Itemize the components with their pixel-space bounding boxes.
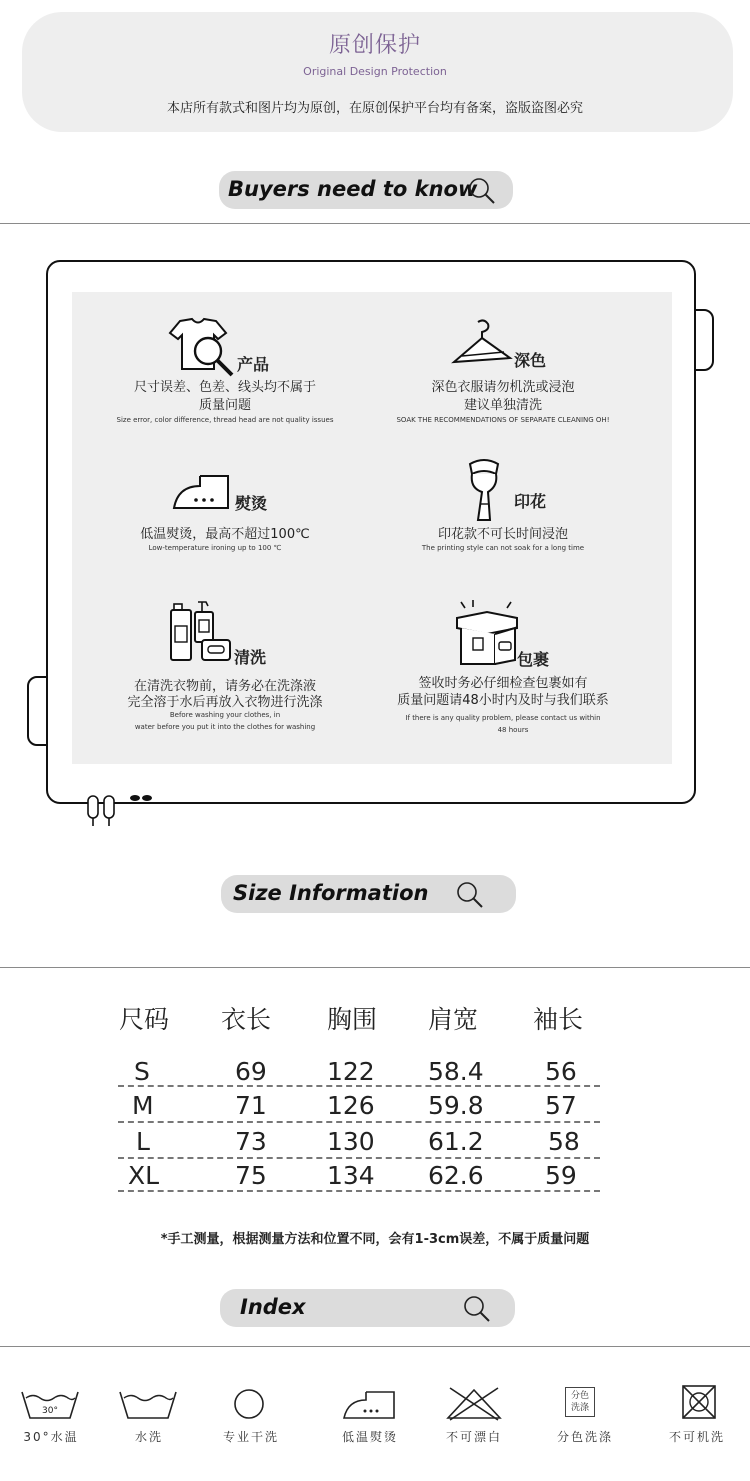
table-cell: 122 [327,1057,375,1086]
care-text-en: SOAK THE RECOMMENDATIONS OF SEPARATE CLEANING OH! [396,416,610,424]
low-iron-icon [340,1388,400,1422]
size-col-header: 尺码 [119,1005,170,1034]
care-title-iron: 熨烫 [235,494,268,513]
hanger-icon [450,318,514,370]
table-cell: M [132,1091,154,1120]
table-cell: L [136,1127,150,1156]
divider [0,967,750,968]
table-cell: 126 [327,1091,375,1120]
search-icon [462,1294,492,1324]
plug-icon [84,792,164,828]
care-text: 印花款不可长时间浸泡 [437,527,568,542]
care-title-product: 产品 [237,355,270,374]
index-heading-pill [220,1289,515,1327]
care-title-package: 包裹 [517,650,550,669]
table-cell: 73 [235,1127,267,1156]
care-text-en: If there is any quality problem, please contact us within [405,714,601,722]
separate-wash-text: 分色 [570,1391,589,1401]
row-divider [118,1157,600,1159]
table-cell: 59 [545,1161,577,1190]
care-text-en: Before washing your clothes, in [169,711,281,719]
wash-label: 不可机洗 [668,1430,725,1444]
care-text-en: 48 hours [497,726,529,734]
wash-30-icon [20,1388,80,1422]
table-cell: 62.6 [428,1161,484,1190]
size-col-header: 肩宽 [428,1005,479,1034]
wash-label: 不可漂白 [445,1430,502,1444]
original-subtitle: Original Design Protection [303,65,447,78]
size-col-header: 胸围 [327,1005,378,1034]
index-heading: Index [240,1295,306,1319]
care-text-en: Low-temperature ironing up to 100 ℃ [148,544,282,552]
wash-label: 低温熨烫 [341,1430,398,1444]
original-description: 本店所有款式和图片均为原创，在原创保护平台均有备案，盗版盗图必究 [166,101,583,116]
divider [0,1346,750,1347]
original-title: 原创保护 [328,33,421,58]
table-cell: 56 [545,1057,577,1086]
frame-side-tab [694,309,714,371]
separate-wash-icon [565,1387,595,1417]
care-text-en: water before you put it into the clothes for washing [134,723,316,731]
care-text: 建议单独清洗 [463,398,542,413]
search-icon [467,176,497,206]
care-title-dark: 深色 [514,351,547,370]
iron-icon [170,472,236,512]
package-box-icon [453,598,521,668]
dry-clean-icon [232,1387,266,1421]
table-cell: 58.4 [428,1057,484,1086]
no-machine-wash-icon [681,1384,717,1420]
care-text: 低温熨烫，最高不超过100℃ [140,527,310,542]
scarf-icon [460,458,508,524]
wash-tub-icon [118,1388,178,1422]
measurement-note: *手工测量，根据测量方法和位置不同，会有1-3cm误差，不属于质量问题 [160,1232,590,1247]
care-title-print: 印花 [514,492,547,511]
table-cell: 69 [235,1057,267,1086]
size-heading: Size Information [233,881,429,905]
table-cell: 61.2 [428,1127,484,1156]
wash-label: 水洗 [134,1430,163,1444]
separate-wash-text: 洗涤 [570,1403,589,1413]
size-heading-pill [221,875,516,913]
row-divider [118,1085,600,1087]
search-icon [455,880,485,910]
care-text: 质量问题 [198,398,251,413]
care-text: 深色衣服请勿机洗或浸泡 [431,380,575,395]
buyers-heading: Buyers need to know [228,177,478,201]
care-text: 签收时务必仔细检查包裹如有 [418,676,588,691]
wash-label: 30°水温 [23,1430,79,1444]
wash-temp-text: 30° [42,1406,58,1416]
table-cell: S [134,1057,150,1086]
divider [0,223,750,224]
care-text-en: Size error, color difference, thread head are not quality issues [116,416,334,424]
care-text-en: The printing style can not soak for a long time [421,544,585,552]
size-col-header: 袖长 [533,1005,584,1034]
care-text: 尺寸误差、色差、线头均不属于 [133,380,316,395]
table-cell: XL [128,1161,160,1190]
table-cell: 75 [235,1161,267,1190]
size-col-header: 衣长 [221,1005,272,1034]
wash-label: 分色洗涤 [556,1430,613,1444]
buyers-heading-pill [219,171,513,209]
table-cell: 134 [327,1161,375,1190]
row-divider [118,1190,600,1192]
wash-label: 专业干洗 [222,1430,279,1444]
table-cell: 71 [235,1091,267,1120]
table-cell: 59.8 [428,1091,484,1120]
care-text: 完全溶于水后再放入衣物进行洗涤 [127,695,323,710]
care-title-wash: 清洗 [234,648,267,667]
table-cell: 130 [327,1127,375,1156]
row-divider [118,1121,600,1123]
table-cell: 58 [548,1127,580,1156]
tshirt-magnifier-icon [166,317,238,379]
detergent-bottles-icon [168,598,234,664]
no-bleach-icon [444,1386,504,1422]
table-cell: 57 [545,1091,577,1120]
care-text: 在清洗衣物前，请务必在洗涤液 [133,679,316,694]
care-text: 质量问题请48小时内及时与我们联系 [397,693,609,708]
